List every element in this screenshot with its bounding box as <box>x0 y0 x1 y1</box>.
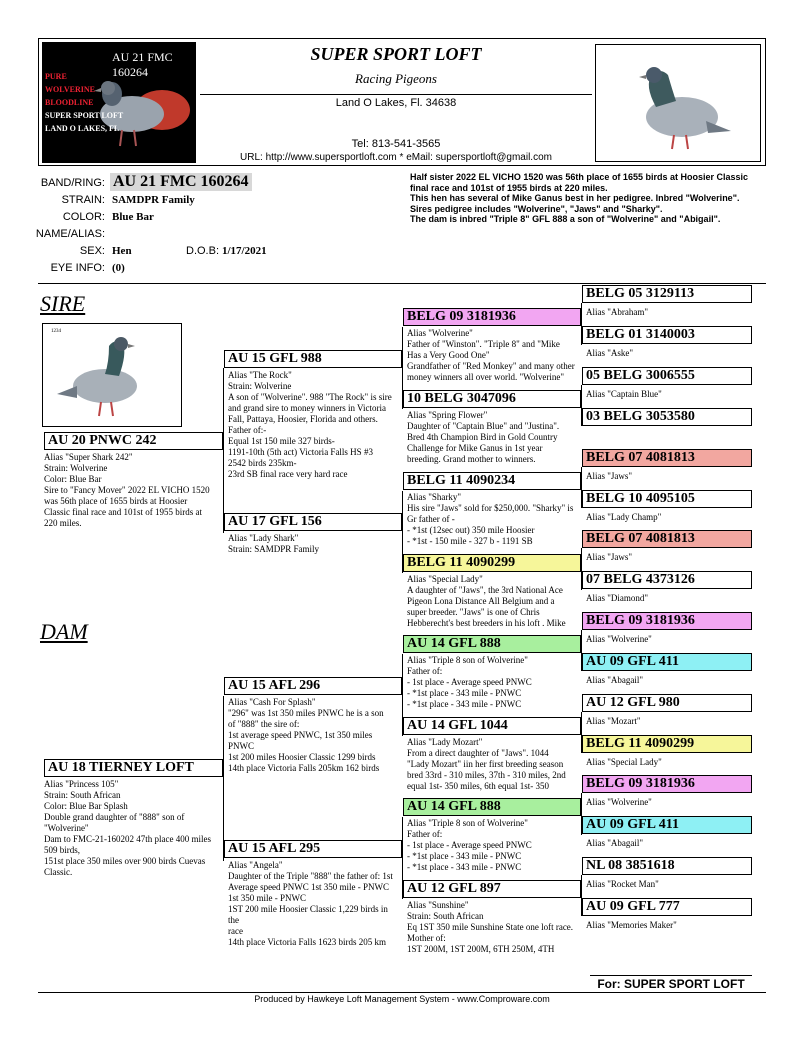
gen4-band[interactable]: BELG 07 4081813 <box>582 449 752 467</box>
gen3-band[interactable]: BELG 09 3181936 <box>403 308 581 326</box>
logo-line: PURE <box>45 72 67 81</box>
label-color: COLOR: <box>62 211 105 223</box>
gen3-desc: Alias "Triple 8 son of Wolverine" Father of: - 1st place - Average speed PNWC - *1st place - 343 mile - PNWC - *1st place - 343 mile - PNWC <box>407 818 532 872</box>
gen3-band[interactable]: AU 14 GFL 1044 <box>403 717 581 735</box>
gen4-alias: Alias "Aske" <box>586 348 634 358</box>
gen4-alias: Alias "Mozart" <box>586 716 641 726</box>
gen2-band[interactable]: AU 15 AFL 295 <box>224 840 402 858</box>
loft-subtitle: Racing Pigeons <box>355 71 437 86</box>
gen4-band[interactable]: 05 BELG 3006555 <box>582 367 752 385</box>
bird-strain: SAMDPR Family <box>112 194 195 206</box>
gen4-band[interactable]: AU 09 GFL 411 <box>582 816 752 834</box>
gen4-band[interactable]: 07 BELG 4373126 <box>582 571 752 589</box>
gen4-band[interactable]: BELG 01 3140003 <box>582 326 752 344</box>
gen3-desc: Alias "Sunshine" Strain: South African Eq 1ST 350 mile Sunshine State one loft race. Mother of: 1ST 200M, 1ST 200M, 6TH 250M, 4TH <box>407 900 574 954</box>
dam-band[interactable]: AU 18 TIERNEY LOFT <box>44 759 223 777</box>
gen4-band[interactable]: BELG 07 4081813 <box>582 530 752 548</box>
bird-band: AU 21 FMC 160264 <box>110 173 252 191</box>
label-alias: NAME/ALIAS: <box>35 228 105 240</box>
gen2-desc: Alias "The Rock" Strain: Wolverine A son of "Wolverine". 988 "The Rock" is sire and grand sire to money winners in Victoria Fall, Pattaya, Hoosier, Florida and others. Father of:- Equal 1st 150 mile 327 birds- 1191-10th (5th act) Victoria Falls HS #3 2542 birds 235km- 23rd SB final race very hard race <box>228 370 392 479</box>
logo-line: WOLVERINE <box>45 85 95 94</box>
label-band: BAND/RING: <box>40 177 105 189</box>
label-eye: EYE INFO: <box>50 262 105 274</box>
for-loft: For: SUPER SPORT LOFT <box>590 975 752 991</box>
gen2-band[interactable]: AU 17 GFL 156 <box>224 513 402 531</box>
header-pigeon-photo <box>595 44 761 162</box>
loft-phone: Tel: 813-541-3565 <box>351 138 441 150</box>
bird-sex: Hen <box>112 245 132 257</box>
bird-color: Blue Bar <box>112 211 154 223</box>
gen4-alias: Alias "Abagail" <box>586 675 644 685</box>
logo-line: LAND O LAKES, FL <box>45 124 120 133</box>
gen4-alias: Alias "Diamond" <box>586 593 649 603</box>
gen4-alias: Alias "Jaws" <box>586 552 633 562</box>
gen3-band[interactable]: 10 BELG 3047096 <box>403 390 581 408</box>
gen4-band[interactable]: BELG 05 3129113 <box>582 285 752 303</box>
produced-by: Produced by Hawkeye Loft Management System - www.Comproware.com <box>254 994 550 1004</box>
loft-logo <box>42 42 196 163</box>
gen4-alias: Alias "Captain Blue" <box>586 389 662 399</box>
loft-title: SUPER SPORT LOFT <box>310 44 482 64</box>
gen3-band[interactable]: AU 14 GFL 888 <box>403 798 581 816</box>
logo-band: AU 21 FMC 160264 <box>112 50 173 79</box>
gen4-alias: Alias "Abraham" <box>586 307 649 317</box>
gen3-band[interactable]: AU 14 GFL 888 <box>403 635 581 653</box>
gen4-alias: Alias "Jaws" <box>586 471 633 481</box>
dam-desc: Alias "Princess 105" Strain: South African Color: Blue Bar Splash Double grand daughter of "888" son of "Wolverine" Dam to FMC-21-160202 47th place 400 miles 509 birds, 151st place 350 miles over 900 birds Cuevas Classic. <box>44 779 211 877</box>
gen4-band[interactable]: BELG 11 4090299 <box>582 735 752 753</box>
gen2-band[interactable]: AU 15 AFL 296 <box>224 677 402 695</box>
gen4-alias: Alias "Abagail" <box>586 838 644 848</box>
gen4-alias: Alias "Rocket Man" <box>586 879 659 889</box>
sire-photo <box>42 323 182 427</box>
gen4-band[interactable]: BELG 10 4095105 <box>582 490 752 508</box>
gen4-band[interactable]: BELG 09 3181936 <box>582 612 752 630</box>
gen3-desc: Alias "Spring Flower" Daughter of "Captain Blue" and "Justina". Bred 4th Champion Bird in Gold Country Challenge for Mike Ganus in 1st year breeding. Grand mother to winners. <box>407 410 560 464</box>
gen4-band[interactable]: AU 09 GFL 777 <box>582 898 752 916</box>
gen2-desc: Alias "Angela" Daughter of the Triple "888" the father of: 1st Average speed PNWC 1st 350 mile - PNWC 1st 350 mile - PNWC 1ST 200 mile Hoosier Classic 1,229 birds in the race 14th place Victoria Falls 1623 birds 205 km <box>228 860 393 947</box>
gen3-band[interactable]: BELG 11 4090299 <box>403 554 581 572</box>
gen3-desc: Alias "Triple 8 son of Wolverine" Father of: - 1st place - Average speed PNWC - *1st place - 343 mile - PNWC - *1st place - 343 mile - PNWC <box>407 655 532 709</box>
gen3-desc: Alias "Wolverine" Father of "Winston". "Triple 8" and "Mike Has a Very Good One" Grandfather of "Red Monkey" and many other money winners all over world. "Wolverine" <box>407 328 575 382</box>
gen4-band[interactable]: NL 08 3851618 <box>582 857 752 875</box>
gen4-band[interactable]: AU 09 GFL 411 <box>582 653 752 671</box>
photo-caption: 1234 <box>51 329 61 334</box>
label-sex: SEX: <box>79 245 105 257</box>
bird-notes: Half sister 2022 EL VICHO 1520 was 56th place of 1655 birds at Hoosier Classic final race and 101st of 1955 birds at 220 miles. This hen has several of Mike Ganus best in her pedigree. Inbred "Wolverine". Sires pedigree includes "Wolverine", "Jaws" and "Sharky". The dam is inbred "Triple 8" GFL 888 a son of "Wolverine" and "Abigail". <box>410 172 748 224</box>
gen4-alias: Alias "Memories Maker" <box>586 920 677 930</box>
gen4-band[interactable]: 03 BELG 3053580 <box>582 408 752 426</box>
sire-band[interactable]: AU 20 PNWC 242 <box>44 432 223 450</box>
sire-heading: SIRE <box>40 291 86 316</box>
gen3-band[interactable]: AU 12 GFL 897 <box>403 880 581 898</box>
logo-line: BLOODLINE <box>45 98 94 107</box>
logo-line: SUPER SPORT LOFT <box>45 111 124 120</box>
gen4-alias: Alias "Special Lady" <box>586 757 662 767</box>
bird-eye: (0) <box>112 262 125 274</box>
gen3-desc: Alias "Lady Mozart" From a direct daughter of "Jaws". 1044 "Lady Mozart" iin her first breeding season bred 33rd - 310 miles, 37th - 310 miles, 2nd equal 1st- 350 miles, 6th equal 1st- 350 <box>407 737 566 791</box>
gen2-desc: Alias "Cash For Splash" "296" was 1st 350 miles PNWC he is a son of "888" the sire of: 1st average speed PNWC, 1st 350 miles PNWC 1st 200 miles Hoosier Classic 1299 birds 14th place Victoria Falls 205km 162 birds <box>228 697 384 773</box>
gen3-desc: Alias "Special Lady" A daughter of "Jaws", the 3rd National Ace Pigeon Lona Distance All Belgium and a super breeder. "Jaws" is one of Chris Hebberecht's best breeders in his loft . Mike <box>407 574 566 628</box>
gen2-band[interactable]: AU 15 GFL 988 <box>224 350 402 368</box>
loft-contact: URL: http://www.supersportloft.com * eMail: supersportloft@gmail.com <box>240 152 552 163</box>
bird-dob: 1/17/2021 <box>222 245 267 257</box>
label-dob: D.O.B: <box>186 245 220 257</box>
gen4-alias: Alias "Wolverine" <box>586 634 652 644</box>
gen4-band[interactable]: AU 12 GFL 980 <box>582 694 752 712</box>
gen2-desc: Alias "Lady Shark" Strain: SAMDPR Family <box>228 533 320 554</box>
label-strain: STRAIN: <box>61 194 105 206</box>
sire-desc: Alias "Super Shark 242" Strain: Wolverine Color: Blue Bar Sire to "Fancy Mover" 2022 EL VICHO 1520 was 56th place of 1655 birds at Hoosier Classic final race and 101st of 1955 birds at 220 miles. <box>44 452 210 528</box>
gen3-desc: Alias "Sharky" His sire "Jaws" sold for $250,000. "Sharky" is Gr father of - - *1st (12sec out) 350 mile Hoosier - *1st - 150 mile - 327 b - 1191 SB <box>407 492 574 546</box>
gen3-band[interactable]: BELG 11 4090234 <box>403 472 581 490</box>
gen4-alias: Alias "Wolverine" <box>586 797 652 807</box>
gen4-alias: Alias "Lady Champ" <box>586 512 662 522</box>
dam-heading: DAM <box>40 619 88 644</box>
gen4-band[interactable]: BELG 09 3181936 <box>582 775 752 793</box>
loft-location: Land O Lakes, Fl. 34638 <box>335 97 457 109</box>
